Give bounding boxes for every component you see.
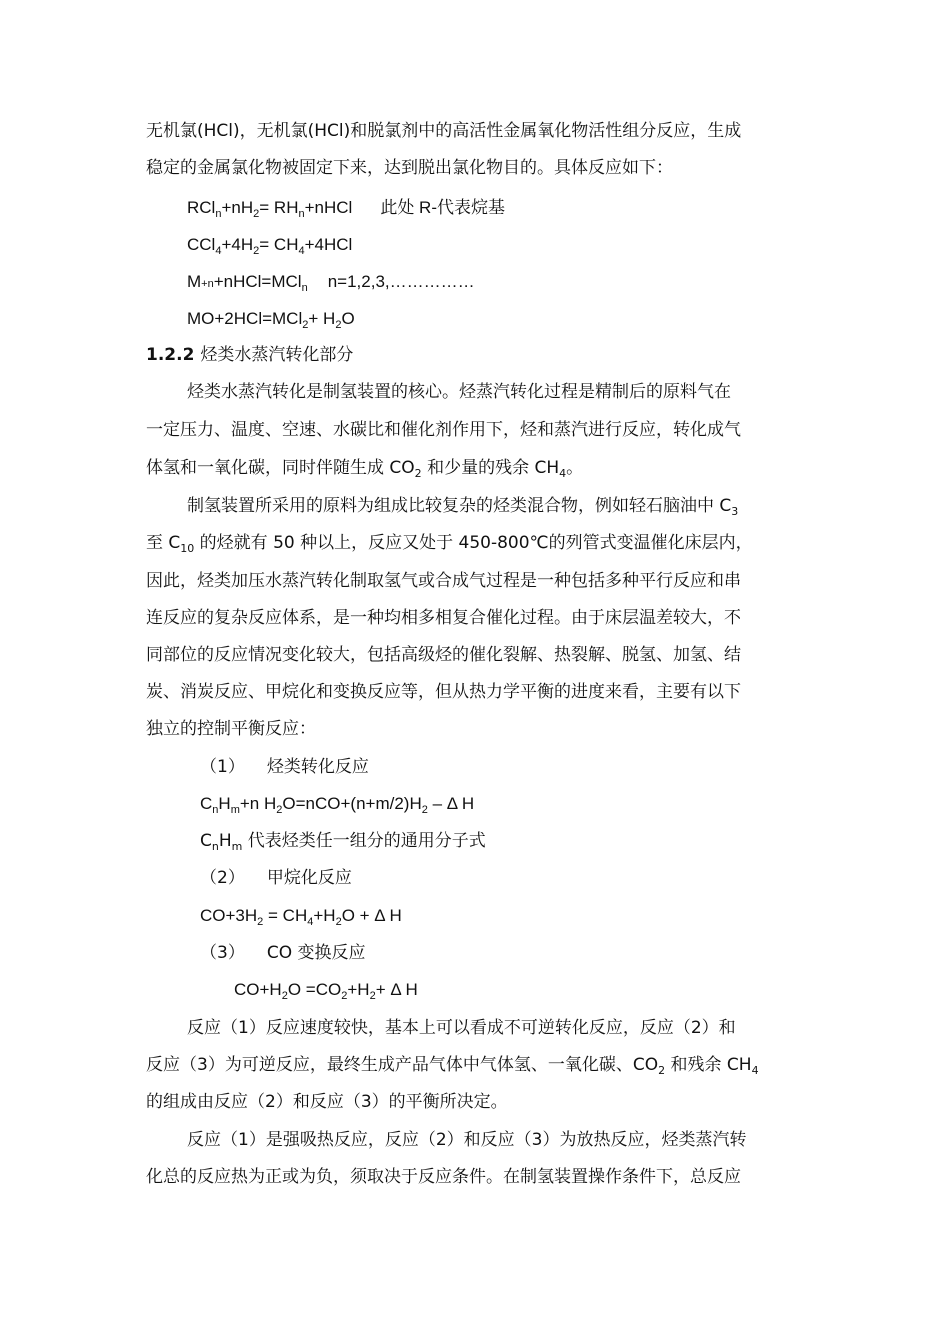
paragraph-line: 同部位的反应情况变化较大，包括高级烃的催化裂解、热裂解、脱氢、加氢、结 bbox=[146, 645, 741, 665]
paragraph-line: 因此，烃类加压水蒸汽转化制取氢气或合成气过程是一种包括多种平行反应和串 bbox=[146, 571, 741, 591]
heading-title: 烃类水蒸汽转化部分 bbox=[200, 345, 354, 365]
reaction-3-equation: $CO+H_2O =CO_2+H_2+ \Delta$ H bbox=[234, 980, 418, 1002]
reaction-number: （1） bbox=[200, 757, 245, 777]
reaction-1-definition: $C_nH_m$ 代表烃类任一组分的通用分子式 bbox=[200, 831, 486, 853]
equation-3: M+n+nHCl=MCl$_n$ n=1,2,3,…………… bbox=[187, 272, 475, 294]
paragraph-line: 一定压力、温度、空速、水碳比和催化剂作用下，烃和蒸汽进行反应，转化成气 bbox=[146, 420, 741, 440]
text-span: 。 bbox=[566, 458, 584, 478]
equation-1: $RCl_n+nH_2=$ $RH_n+nHCl$ 此处 R-代表烷基 bbox=[187, 198, 505, 220]
text-span: 反应（3）为可逆反应，最终生成产品气体中气体氢、一氧化碳、 bbox=[146, 1055, 633, 1075]
paragraph-line: 无机氯(HCl)，无机氯(HCl)和脱氯剂中的高活性金属氧化物活性组分反应，生成 bbox=[146, 121, 742, 141]
paragraph-line: 化总的反应热为正或为负，须取决于反应条件。在制氢装置操作条件下，总反应 bbox=[146, 1167, 741, 1187]
reaction-number: （3） bbox=[200, 943, 245, 963]
text-span: 的烃就有 50 种以上，反应又处于 450-800℃的列管式变温催化床层内， bbox=[194, 533, 753, 553]
text-span: 体氢和一氧化碳，同时伴随生成 bbox=[146, 458, 390, 478]
reaction-title: CO 变换反应 bbox=[266, 943, 366, 963]
paragraph-line: 连反应的复杂反应体系，是一种均相多相复合催化过程。由于床层温差较大，不 bbox=[146, 608, 741, 628]
text-span: 代表烃类任一组分的通用分子式 bbox=[242, 831, 486, 851]
reaction-2-label bbox=[200, 866, 352, 890]
paragraph-line: 反应（1）是强吸热反应，反应（2）和反应（3）为放热反应，烃类蒸汽转 bbox=[187, 1130, 747, 1150]
paragraph-line: 独立的控制平衡反应： bbox=[146, 719, 316, 739]
equation-2: $CCl_4+4H_2= CH_4+4HCl$ bbox=[187, 235, 353, 257]
paragraph-line: 至 $C_{10}$ 的烃就有 50 种以上，反应又处于 450-800℃的列管式变温催化床层内， bbox=[146, 533, 753, 555]
paragraph-line: 反应（1）反应速度较快，基本上可以看成不可逆转化反应，反应（2）和 bbox=[187, 1018, 736, 1038]
reaction-title: 甲烷化反应 bbox=[266, 868, 352, 888]
paragraph-line: 制氢装置所采用的原料为组成比较复杂的烃类混合物，例如轻石脑油中 $C_3$ bbox=[187, 496, 739, 518]
text-span: 制氢装置所采用的原料为组成比较复杂的烃类混合物，例如轻石脑油中 bbox=[187, 496, 720, 516]
reaction-2-equation: $CO+3H_2 = CH_4+H_2O + \Delta$ H bbox=[200, 906, 402, 928]
text-span: 和残余 bbox=[665, 1055, 727, 1075]
equation-note: n=1,2,3,…………… bbox=[327, 272, 475, 291]
paragraph-line: 稳定的金属氯化物被固定下来，达到脱出氯化物目的。具体反应如下： bbox=[146, 158, 673, 178]
paragraph-line: 反应（3）为可逆反应，最终生成产品气体中气体氢、一氧化碳、$CO_2$ 和残余 $CH_4$ bbox=[146, 1055, 759, 1077]
reaction-1-label bbox=[200, 755, 369, 779]
equation-note: 此处 R-代表烷基 bbox=[380, 198, 505, 217]
section-heading bbox=[146, 343, 353, 367]
text-span: 至 bbox=[146, 533, 169, 553]
equation-4: $MO+2HCl=MCl_2+ H_2O$ bbox=[187, 309, 355, 331]
reaction-number: （2） bbox=[200, 868, 245, 888]
paragraph-line: 炭、消炭反应、甲烷化和变换反应等，但从热力学平衡的进度来看，主要有以下 bbox=[146, 682, 741, 702]
reaction-1-equation: $C_nH_m+n$ $H_2O=nCO+(n+m/2)H_2 - \Delta$ H bbox=[200, 794, 475, 816]
reaction-title: 烃类转化反应 bbox=[266, 757, 369, 777]
paragraph-line: 体氢和一氧化碳，同时伴随生成 $CO_2$ 和少量的残余 $CH_4$。 bbox=[146, 458, 584, 480]
reaction-3-label bbox=[200, 941, 365, 965]
paragraph-line: 烃类水蒸汽转化是制氢装置的核心。烃蒸汽转化过程是精制后的原料气在 bbox=[187, 382, 731, 402]
heading-number: 1.2.2 bbox=[146, 345, 195, 365]
text-span: 和少量的残余 bbox=[421, 458, 535, 478]
paragraph-line: 的组成由反应（2）和反应（3）的平衡所决定。 bbox=[146, 1092, 508, 1112]
